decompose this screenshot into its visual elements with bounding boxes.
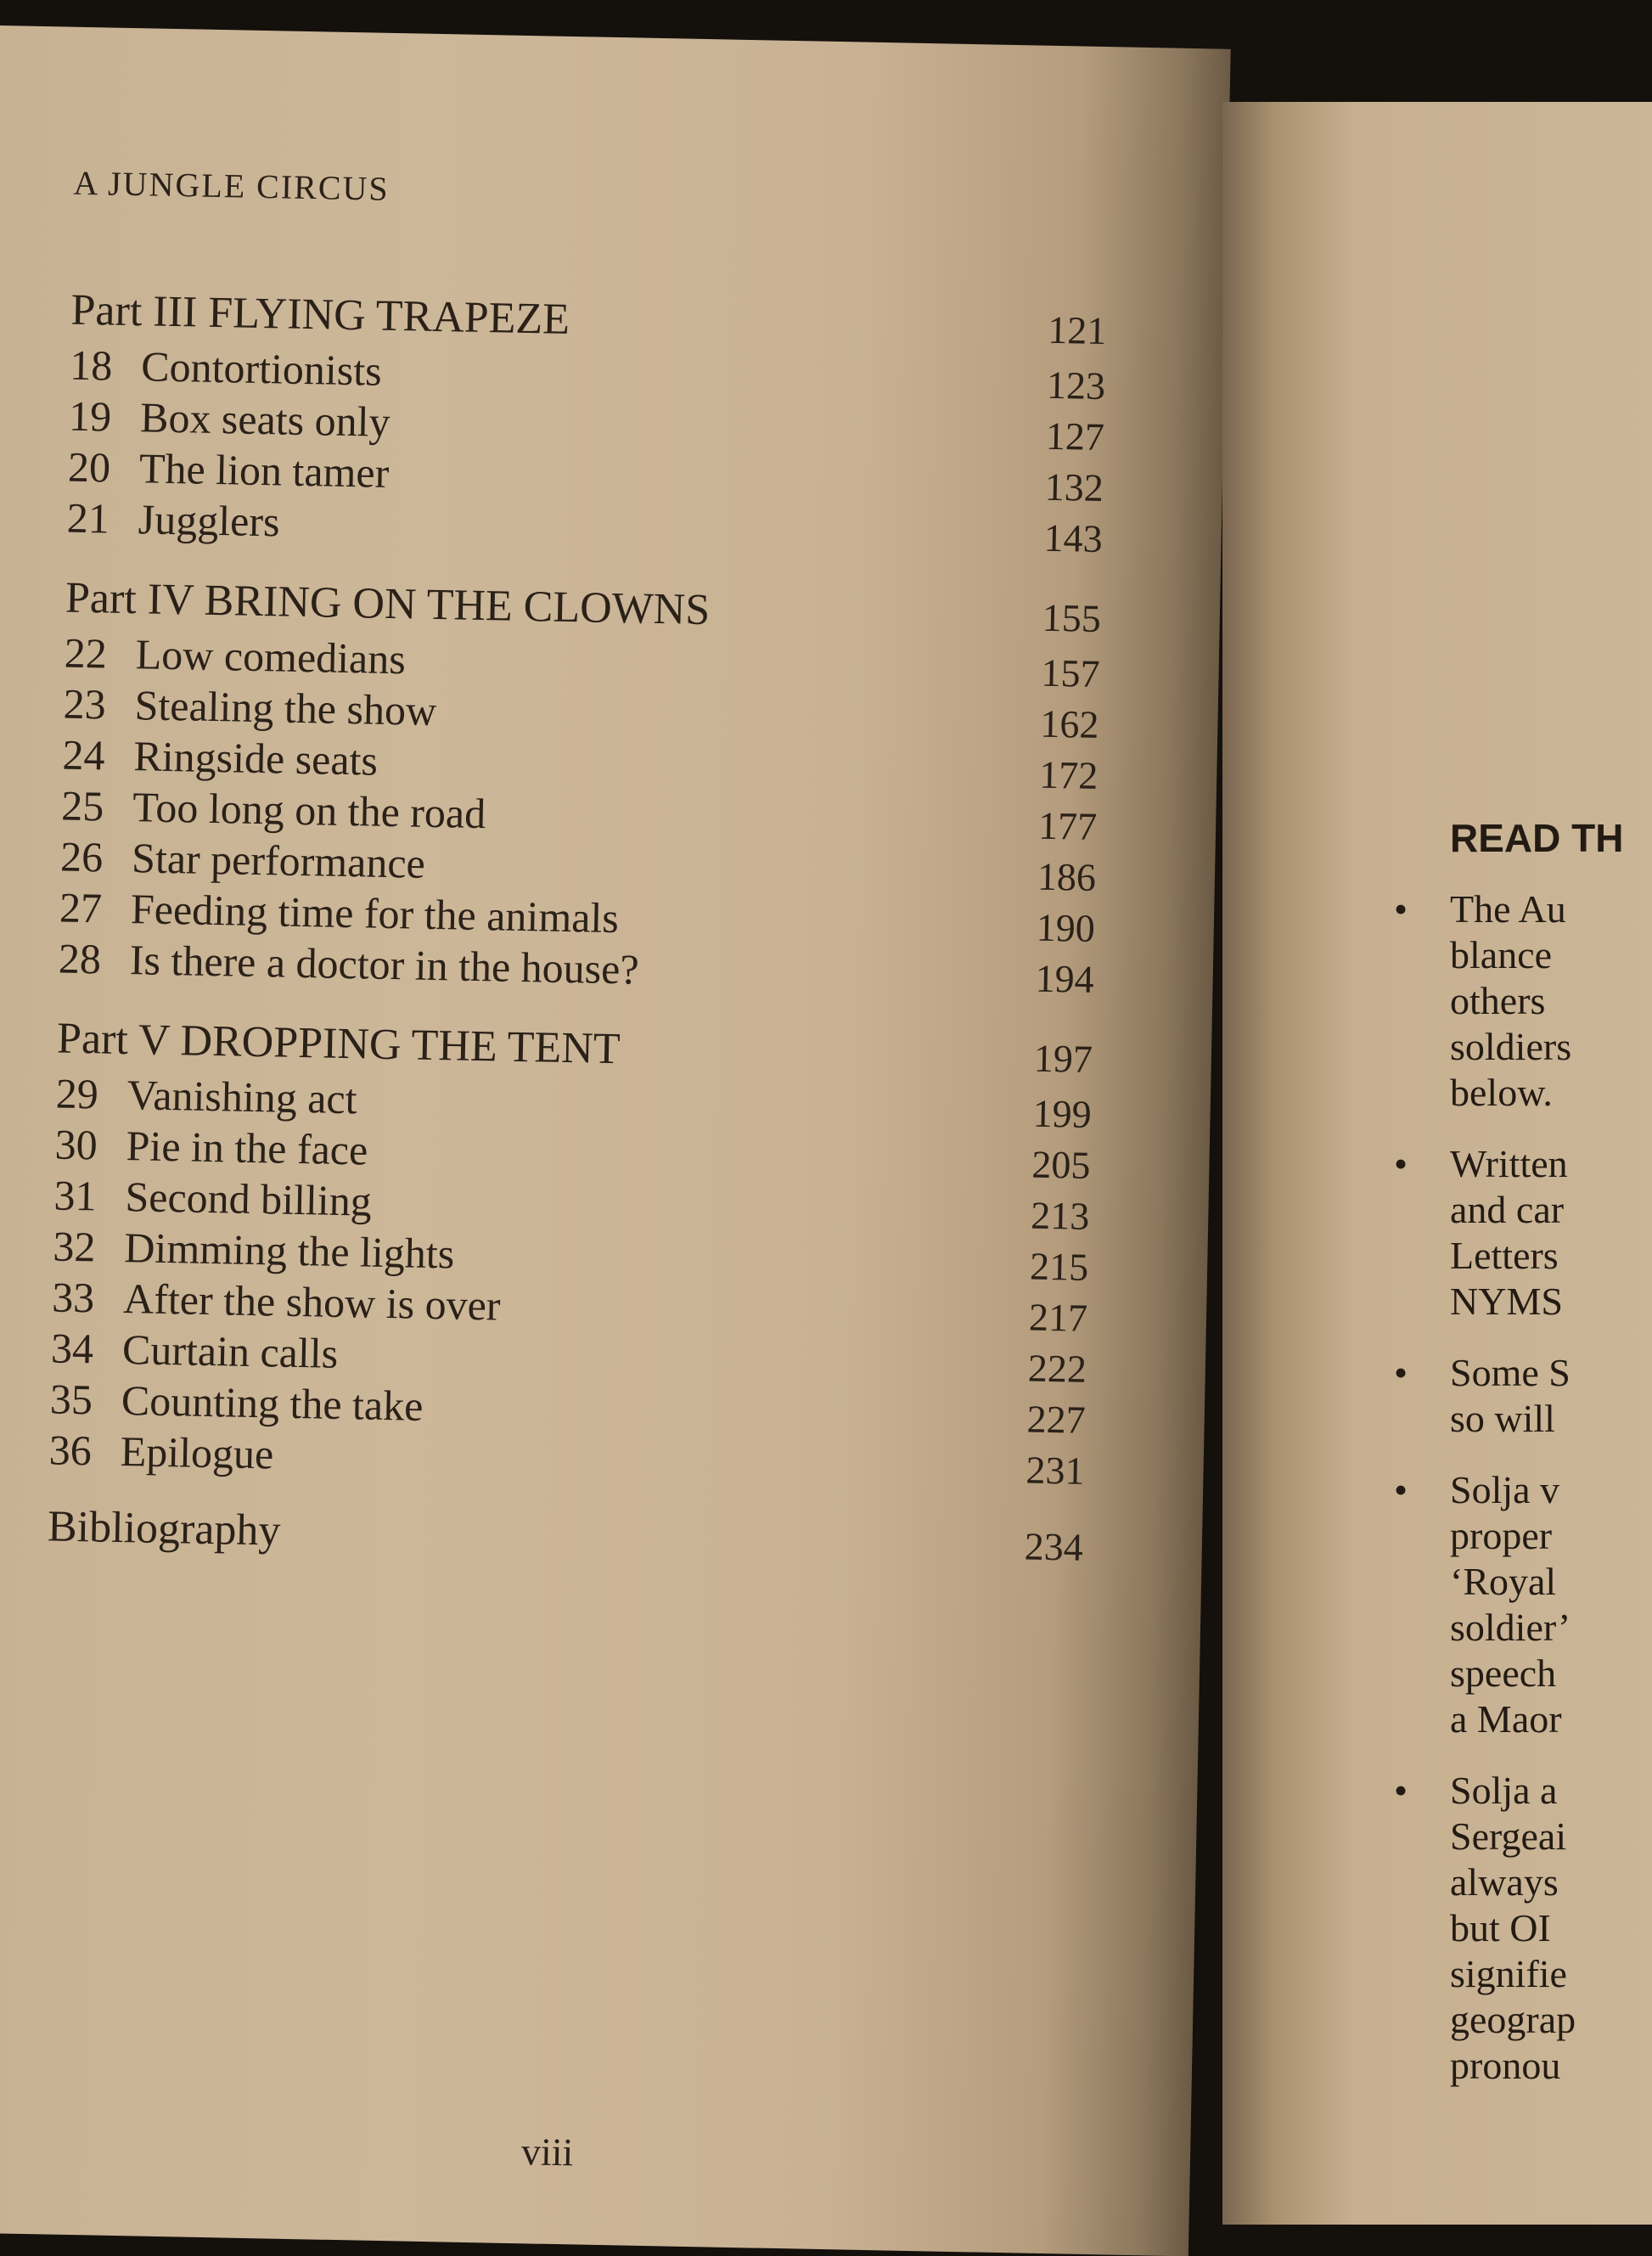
bullet-line: Letters <box>1450 1234 1559 1277</box>
toc-title <box>53 1170 372 1225</box>
toc-title <box>70 340 382 396</box>
bullet-line: but OI <box>1450 1906 1551 1949</box>
page-ref: 155 <box>1042 595 1102 641</box>
page-ref: 217 <box>1028 1295 1088 1340</box>
title-text: Dimming the lights <box>123 1224 455 1278</box>
bullet-line: Sergeai <box>1450 1814 1567 1858</box>
bullet-icon: • <box>1394 1468 1408 1511</box>
bullet-line: below. <box>1450 1071 1553 1114</box>
chapter-number: 28 <box>58 934 102 983</box>
bullet-line: pronou <box>1450 2044 1561 2087</box>
bullet-line: Solja v <box>1450 1468 1560 1511</box>
toc-title <box>49 1374 424 1430</box>
toc-title <box>62 730 379 785</box>
toc-title <box>66 493 280 547</box>
toc-title <box>55 1069 357 1124</box>
chapter-number: 20 <box>67 442 111 492</box>
chapter-number: 30 <box>54 1120 98 1169</box>
chapter-number: 19 <box>68 391 112 441</box>
toc-title <box>48 1425 274 1478</box>
page-ref: 123 <box>1046 363 1106 408</box>
bullet-icon: • <box>1394 887 1408 931</box>
page-ref: 132 <box>1044 464 1104 510</box>
chapter-number: 27 <box>59 883 103 932</box>
page-ref: 213 <box>1030 1193 1090 1238</box>
page-ref: 199 <box>1032 1091 1093 1136</box>
title-text: Part V DROPPING THE TENT <box>56 1014 621 1074</box>
toc-title <box>60 832 426 888</box>
page-ref: 234 <box>1024 1524 1084 1569</box>
chapter-number: 29 <box>55 1069 99 1118</box>
bullet-icon: • <box>1394 1142 1408 1185</box>
bullet-line: soldiers <box>1450 1025 1572 1068</box>
toc-title <box>58 934 639 994</box>
left-page <box>0 25 1231 2256</box>
bullet-line: Written <box>1450 1142 1568 1185</box>
bullet-line: ‘Royal <box>1450 1560 1557 1603</box>
page-ref: 143 <box>1043 515 1104 561</box>
title-text: Counting the take <box>121 1376 424 1430</box>
title-text: Vanishing act <box>126 1071 358 1123</box>
toc-title <box>63 679 437 735</box>
page-ref: 172 <box>1038 752 1099 797</box>
bullet-line: and car <box>1450 1188 1565 1231</box>
title-text: Second billing <box>125 1173 373 1225</box>
chapter-number: 35 <box>49 1375 93 1424</box>
bullet-line: The Au <box>1450 887 1566 931</box>
page-number: viii <box>520 2129 574 2174</box>
title-text: Part III FLYING TRAPEZE <box>70 285 570 344</box>
bullet-line: a Maor <box>1450 1697 1562 1741</box>
title-text: After the show is over <box>122 1274 502 1330</box>
table-of-contents <box>47 282 1107 1577</box>
title-text: Contortionists <box>140 342 383 395</box>
title-text: Low comedians <box>135 630 407 684</box>
title-text: Star performance <box>131 834 426 887</box>
bullet-item <box>1394 1768 1623 2089</box>
chapter-number: 31 <box>53 1171 98 1220</box>
title-text: Ringside seats <box>132 732 379 785</box>
bullet-line: proper <box>1450 1514 1553 1557</box>
page-ref: 186 <box>1037 854 1097 899</box>
toc-title <box>59 883 620 943</box>
chapter-number: 34 <box>50 1324 94 1373</box>
toc-title <box>69 391 391 447</box>
running-head: A JUNGLE CIRCUS <box>73 163 391 208</box>
toc-title <box>51 1323 339 1377</box>
title-text: Jugglers <box>138 495 281 546</box>
bullet-line: speech <box>1450 1651 1557 1695</box>
chapter-number: 18 <box>69 340 113 390</box>
chapter-number: 23 <box>63 679 107 729</box>
page-ref: 222 <box>1027 1346 1087 1391</box>
bullet-item <box>1394 886 1623 1116</box>
chapter-number: 32 <box>52 1222 96 1271</box>
bullet-icon: • <box>1394 1351 1408 1394</box>
page-ref: 157 <box>1041 650 1101 696</box>
page-ref: 162 <box>1039 701 1099 746</box>
page-ref: 127 <box>1045 414 1105 459</box>
toc-title <box>52 1272 501 1330</box>
page-ref: 205 <box>1031 1142 1091 1187</box>
title-text: Too long on the road <box>132 783 486 838</box>
title-text: Box seats only <box>139 393 391 446</box>
page-ref: 231 <box>1025 1448 1086 1493</box>
chapter-number: 24 <box>61 730 106 779</box>
bullet-line: others <box>1450 979 1546 1022</box>
bullet-line: always <box>1450 1860 1559 1904</box>
chapter-number: 26 <box>59 832 104 881</box>
toc-title <box>70 282 570 349</box>
page-ref: 215 <box>1029 1244 1089 1289</box>
title-text: Pie in the face <box>126 1122 368 1174</box>
title-text: Is there a doctor in the house? <box>129 936 640 993</box>
bullet-line: NYMS <box>1450 1280 1563 1323</box>
page-ref: 227 <box>1026 1397 1087 1442</box>
page-ref: 121 <box>1047 307 1107 353</box>
bullet-item <box>1394 1141 1623 1325</box>
toc-title <box>61 781 486 839</box>
toc-bibliography <box>47 1498 1083 1576</box>
bullet-line: soldier’ <box>1450 1606 1571 1649</box>
title-text: Epilogue <box>120 1427 274 1478</box>
title-text: The lion tamer <box>138 444 390 497</box>
chapter-number: 25 <box>60 781 104 830</box>
chapter-number: 33 <box>51 1273 95 1322</box>
bullet-line: Some S <box>1450 1351 1571 1394</box>
bullet-item <box>1394 1467 1623 1742</box>
bullet-line: geograp <box>1450 1998 1576 2041</box>
bullet-item <box>1394 1350 1623 1442</box>
title-text: Stealing the show <box>134 681 437 735</box>
right-page-text <box>1394 815 1624 2089</box>
title-text: Curtain calls <box>121 1325 339 1377</box>
page-ref: 197 <box>1033 1036 1093 1081</box>
toc-title <box>47 1498 281 1560</box>
page-ref: 177 <box>1037 803 1098 848</box>
toc-title <box>67 442 389 498</box>
bullet-line: Solja a <box>1450 1769 1558 1812</box>
toc-title <box>64 628 406 684</box>
toc-title <box>54 1119 368 1174</box>
page-ref: 190 <box>1036 905 1096 950</box>
chapter-number: 21 <box>66 493 110 543</box>
chapter-number: 36 <box>48 1426 93 1475</box>
bullet-line: so will <box>1450 1397 1555 1440</box>
title-text: Part IV BRING ON THE CLOWNS <box>65 573 711 635</box>
right-page-heading: READ TH <box>1450 816 1624 860</box>
toc-title <box>56 1010 621 1079</box>
bullet-line: signifie <box>1450 1952 1567 1995</box>
page-ref: 194 <box>1035 956 1095 1001</box>
chapter-number: 22 <box>64 628 108 678</box>
toc-title <box>53 1221 455 1278</box>
bullet-icon: • <box>1394 1769 1408 1812</box>
title-text: Feeding time for the animals <box>130 885 620 942</box>
title-text: Bibliography <box>47 1502 281 1556</box>
toc-title <box>65 570 710 640</box>
bullet-line: blance <box>1450 933 1553 976</box>
